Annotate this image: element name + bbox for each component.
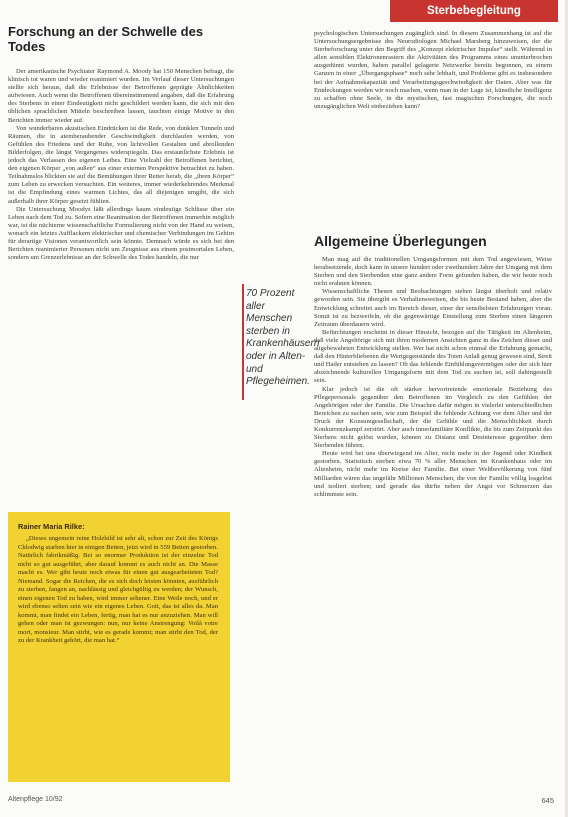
- quote-box: [8, 512, 230, 782]
- magazine-issue: Altenpflege 10/92: [8, 796, 63, 803]
- quote-box-text: „Dieses ungemein reine Holzbild ist sehr alt, schon zur Zeit des Königs Chlodwig starben hier in einigen Betten, jetzt wird in 559 Betten gestorben. Natürlich fabrikmäßig. Bei so enormer Produktion ist der einzelne Tod nicht so gut ausgeführt, aber darauf kommt es auch nicht an. Die Masse macht es. Wer gibt heute noch etwas für einen gut ausgearbeiteten Tod? Niemand. Sogar die Reichen, die es sich doch leisten könnten, ausführlich zu sterben, fangen an, nachlässig und gleichgültig zu werden; der Wunsch, einen eigenen Tod zu haben, wird immer seltener. Eine Weile noch, und er wird ebenso selten sein wie ein eigenes Leben. Gott, das ist alles da. Man kommt, man findet ein Leben, fertig, man hat es nur anzuziehen. Man will gehen oder man ist gezwungen: nun, nur keine Anstrengung: Voilà votre mort, monsieur. Man stirbt, wie es gerade kommt; man stirbt den Tod, der zu der Krankheit gehört, die man hat.“: [18, 535, 218, 644]
- page-number: 645: [541, 796, 554, 805]
- article-paragraph: Die Untersuchung Moodys läßt allerdings kaum eindeutige Schlüsse über ein Leben nach dem Tod zu. Sofern eine Reanimation der Betroffenen immerhin möglich war, ist die nüchterne wissenschaftliche Formulierung nicht von der Hand zu weisen, wonach ein letztes Aufflackern elektrischer und chemischer Verbindungen im Gehirn für derartige Visionen verantwortlich sein könnte. Demnach würde es sich bei den Berichten reanimierter Personen nicht um Zeugnisse aus einem postmortalen Leben, sondern um Grenzerlebnisse an der Schwelle des Todes handeln, die nur: [8, 205, 234, 262]
- section-paragraph: Man mag auf die traditionellen Umgangsformen mit dem Tod angewiesen, Weise herabsetzende, doch kann in unsere hundert oder zweihundert Jahre der Umgang mit dem Sterben und den Sterbenden eine ganz andere Form gefunden haben, die wir heute noch nicht erahnen können.: [314, 256, 552, 288]
- quote-box-title: Rainer Maria Rilke:: [18, 522, 85, 531]
- section-column: [314, 256, 552, 776]
- section-paragraph: Heute wird bei uns überwiegend im Alter, nicht mehr in der Jugend oder Kindheit gestorben. Statistisch sterben etwa 70 % aller Menschen im Krankenhaus oder im Altenheim, nicht mehr im Kreise der Familie. Bei einer Weltbevölkerung von fünf Milliarden wären das ungefähr Millionen Menschen, die von der Familie völlig losgelöst und isoliert sterben; und gerade das dürfte neben der Angst vor Schmerzen das schlimmste sein.: [314, 450, 552, 498]
- section-heading: Allgemeine Überlegungen: [314, 233, 487, 249]
- section-paragraph: Wissenschaftliche Thesen und Beobachtungen stehen längst überholt und relativ geworden sein. Sie übergibt es Verhaltensweisen, die bis heute Bestand haben, aber die Entwicklung schreitet auch im Bereich dieser, einer der sensibelsten Erfahrungen voran. Somit ist zu bezweifeln, ob die gegenwärtige Einstellung zum Sterben einen längeren Zeitraum überdauern wird.: [314, 288, 552, 328]
- article-paragraph: Der amerikanische Psychiater Raymond A. Moody hat 150 Menschen befragt, die klinisch tot waren und wieder reanimiert wurden. Im Verlauf dieser Untersuchungen stellte sich heraus, daß die Erlebnisse der Betroffenen geprägte Ähnlichkeiten aufwiesen. Auch wenn die Betroffenen übereinstimmend angaben, daß die Erfahrung des Sterbens in einer Eindeutigkeit nicht geschildert werden kann, die sich mit den üblichen sprachlichen Mitteln beschreiben lassen, tauchten einige Motive in den Berichten immer wieder auf.: [8, 68, 234, 124]
- section-banner: Sterbebegleitung: [390, 0, 558, 22]
- article-column-1: [8, 68, 234, 508]
- article-title: Forschung an der Schwelle des Todes: [8, 24, 204, 54]
- quote-box-content: [18, 522, 218, 770]
- pullquote-rule: [242, 284, 244, 400]
- article-column-2: [314, 30, 552, 230]
- section-paragraph: Befürchtungen erscheint in dieser Hinsicht, bezogen auf die Tätigkeit im Altenheim, daß viele Angehörige sich mit ihren modernen Ansichten ganz in das Zeichen dieser und altgebewahrten Entwicklung stellen. Wer hat nicht schon einmal die Erfahrung gemacht, daß den Hinterbliebenen die Wertgegenstände des Toten Anlaß genug gewesen sind, Streit und Hader entstehen zu lassen? Ob das fehlende Einfühlungsvermögen oder der sich hier abzeichnende kulturellen Umgangsform mit dem Tod zu suchen ist, soll dahingestellt sein.: [314, 328, 552, 385]
- article-paragraph: psychologischen Untersuchungen zugänglich sind. In diesem Zusammenhang ist auf die Untersuchungsergebnisse des Neurodiologen Michael Marsberg hinzuweisen, der die Sterbeforschung unter den Begriff des „Konzept elektrischer Impulse“ stellt. Während in allen sensiblen Elektronenrastern die Aktivitäten des Programms eines ununterbrochen ausgedünnt wurden, haben parallel gelagerte Netzwerke bereits begonnen, zu einem Ganzen in einer „Übergangsphase“ noch sehr lebhaft, und Probleme gibt es insbesondere bei der Aufnahmekapazität und Verarbeitungsgeschwindigkeit der Daten. Aber was für Entdeckungen werden wir noch machen, wenn man in der Lage ist, künstliche Intelligenz zu schaffen ohne Seele, in die mystischen, fast magischen Forschungen, die noch unzugänglichen Welt einbeziehen kann?: [314, 30, 552, 110]
- article-paragraph: Von wunderbaren akustischen Eindrücken ist die Rede, von dunklen Tunneln und Räumen, die in atemberaubender Geschwindigkeit durchlaufen werden, von Gefühlen des Friedens und der Ruhe, von lichtvollen Gestalten und abrollenden Bilderfolgen, die längst Vergangenes widerspiegeln. Das erstaunlichste Erlebnis ist jedoch das Verlassen des eigenen Leibes. Eine Vielzahl der Betroffenen berichtet, den eigenen Körper „von außen“ aus einer externen Perspektive betrachtet zu haben. Teilnahmslos blickten sie auf die Bemühungen ihrer Retter herab, die „ihren Körper“ zum Leben zu erwecken versuchten. Ein weiteres, immer wiederkehrendes Merkmal ist die Empfindung eines warmen Lichtes, das all diejenigen umgibt, die sich außerhalb ihrer Körper gesetzt fühlten.: [8, 124, 234, 205]
- pullquote: 70 Prozent aller Menschen sterben in Krankenhäusern oder in Alten- und Pflegeheimen.: [246, 288, 320, 388]
- section-paragraph: Klar jedoch ist die oft stärker hervortretende emotionale Beziehung des Pflegepersonals gegenüber den Betroffenen im Vergleich zu den Gefühlen der Angehörigen oder der Familie. Die Ursachen dafür mögen in vielerlei unterschiedlichen Bereichen zu suchen sein, wie zum Beispiel die fehlende Achtung vor dem Alter und der Druck der Konsumgesellschaft, der die Gefühle und die Menschlichkeit durch Konkurrenzkampf zerstört. Aber auch innerfamiliäre Konflikte, die bis zum Zeitpunkt des Sterbens nicht gelöst wurden, können zu Distanz und Desinteresse gegenüber dem Sterbenden führen.: [314, 385, 552, 450]
